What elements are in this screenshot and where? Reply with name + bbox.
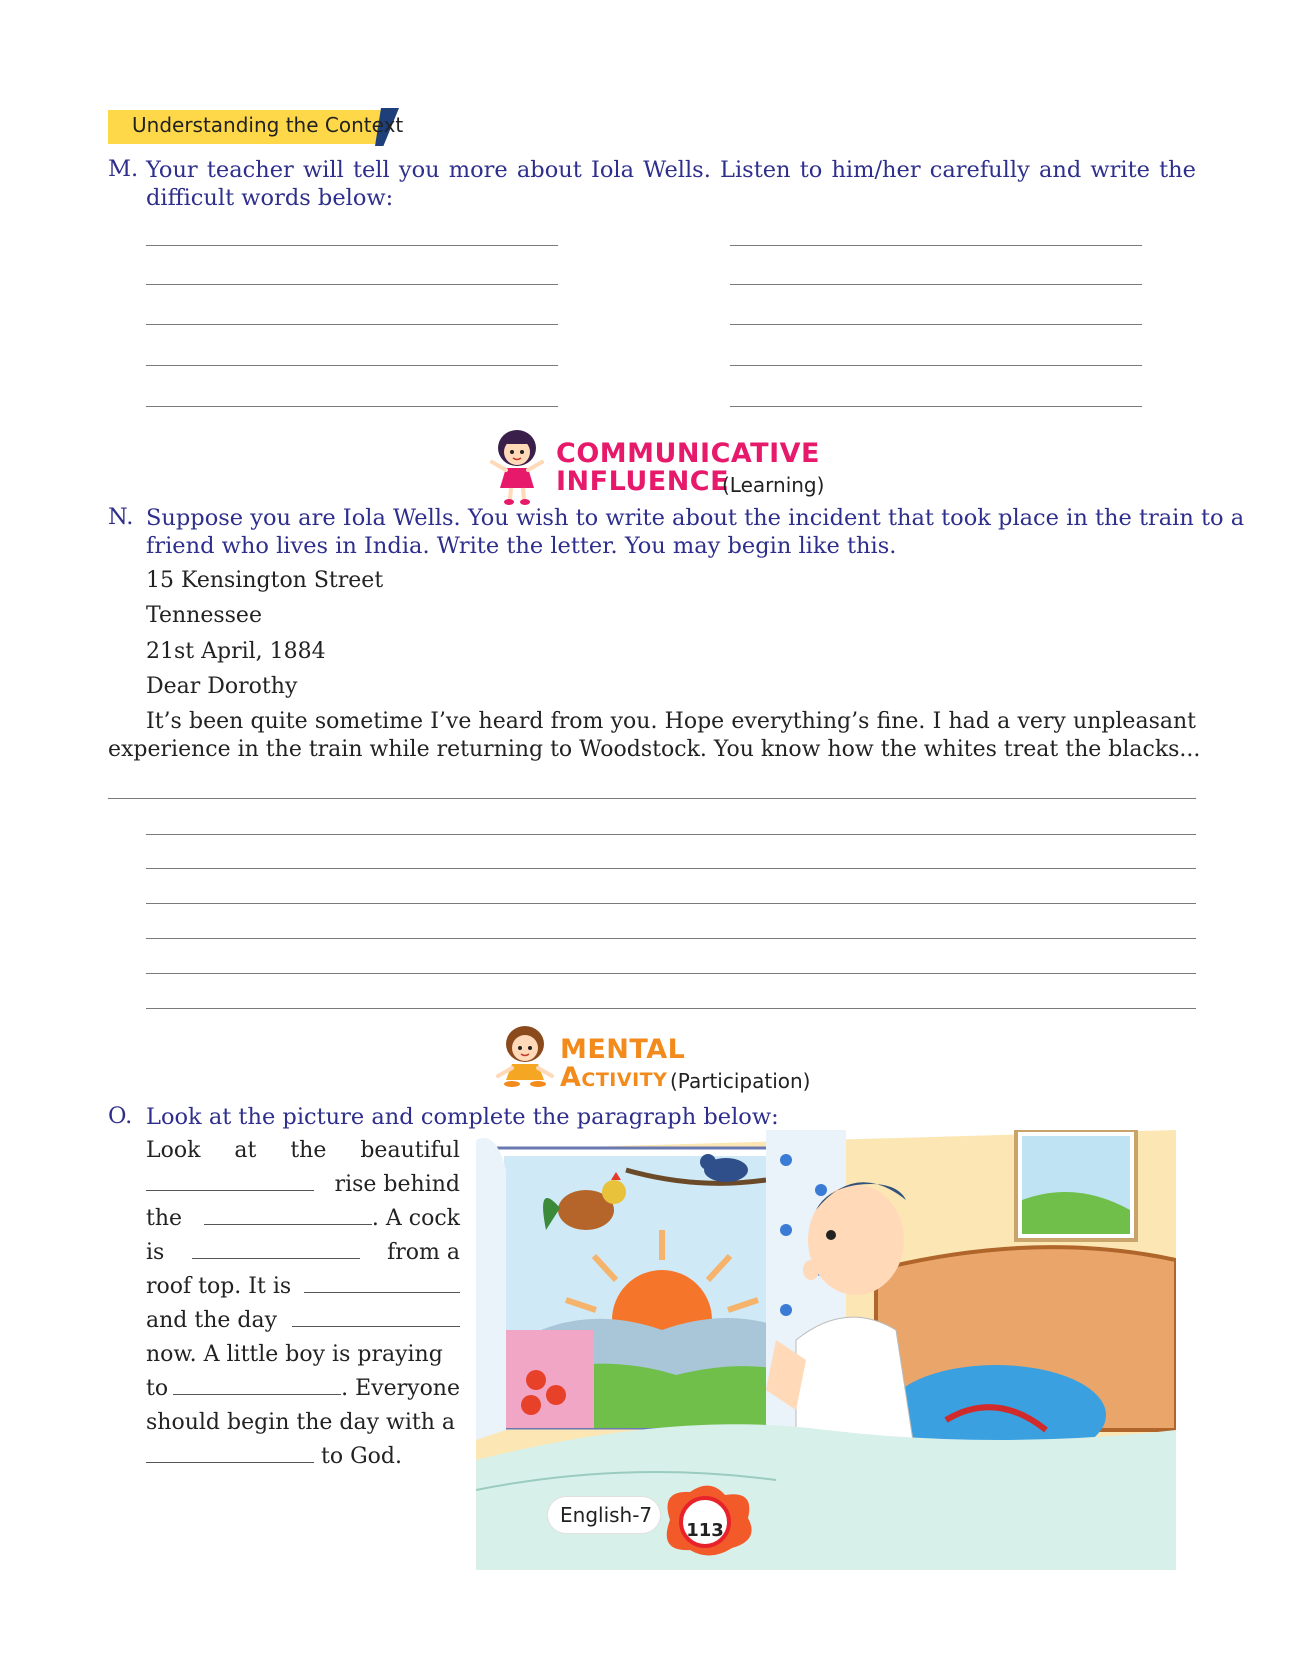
girl-mascot-icon xyxy=(494,1024,556,1092)
heading-communicative: COMMUNICATIVE xyxy=(556,438,820,469)
section-tag: Understanding the Context xyxy=(132,113,404,137)
question-n-letter: N. xyxy=(108,504,134,530)
question-m-line1: Your teacher will tell you more about Iola Wells. Listen to him/her carefully and write the xyxy=(146,157,1196,183)
para-word: Look xyxy=(146,1138,201,1163)
blank-field[interactable] xyxy=(146,1168,314,1191)
footer-book-title: English-7 xyxy=(560,1503,653,1527)
answer-line[interactable] xyxy=(146,245,558,246)
heading-activity: Activity xyxy=(560,1062,668,1093)
answer-line[interactable] xyxy=(146,284,558,285)
para-text: . A cock xyxy=(371,1206,460,1231)
answer-line[interactable] xyxy=(730,406,1142,407)
question-o-text: Look at the picture and complete the paragraph below: xyxy=(146,1104,779,1130)
blank-field[interactable] xyxy=(304,1270,460,1293)
answer-line[interactable] xyxy=(730,324,1142,325)
answer-line[interactable] xyxy=(146,868,1196,869)
page-number: 113 xyxy=(686,1520,724,1541)
answer-line[interactable] xyxy=(146,973,1196,974)
letter-date: 21st April, 1884 xyxy=(146,639,326,664)
heading-influence: INFLUENCE xyxy=(556,466,730,497)
para-text: is xyxy=(146,1240,165,1265)
letter-address-line2: Tennessee xyxy=(146,603,262,628)
question-n-line2: friend who lives in India. Write the letter. You may begin like this. xyxy=(146,533,897,559)
question-o-letter: O. xyxy=(108,1103,133,1129)
answer-line[interactable] xyxy=(730,284,1142,285)
blank-field[interactable] xyxy=(292,1304,460,1327)
answer-line[interactable] xyxy=(730,245,1142,246)
para-text: and the day xyxy=(146,1308,278,1333)
heading-communicative-sub: (Learning) xyxy=(722,473,825,497)
answer-line[interactable] xyxy=(146,365,558,366)
answer-line[interactable] xyxy=(146,938,1196,939)
para-word: at xyxy=(234,1138,257,1163)
question-n-line1: Suppose you are Iola Wells. You wish to write about the incident that took place in the train to a xyxy=(146,505,1245,531)
para-text: roof top. It is xyxy=(146,1274,292,1299)
letter-address-line1: 15 Kensington Street xyxy=(146,568,384,593)
answer-line[interactable] xyxy=(146,406,558,407)
blank-field[interactable] xyxy=(173,1372,341,1395)
para-text: from a xyxy=(387,1240,460,1265)
letter-body-line1: It’s been quite sometime I’ve heard from you. Hope everything’s fine. I had a very unpleasant xyxy=(146,709,1196,734)
blank-field[interactable] xyxy=(192,1236,360,1259)
answer-line[interactable] xyxy=(108,798,1196,799)
para-text: to God. xyxy=(321,1444,402,1469)
letter-salutation: Dear Dorothy xyxy=(146,674,298,699)
para-word: the xyxy=(290,1138,327,1163)
para-word: beautiful xyxy=(360,1138,460,1163)
answer-line[interactable] xyxy=(730,365,1142,366)
para-text: . Everyone xyxy=(341,1376,460,1401)
answer-line[interactable] xyxy=(146,324,558,325)
para-text: the xyxy=(146,1206,183,1231)
heading-mental: MENTAL xyxy=(560,1034,686,1065)
answer-line[interactable] xyxy=(146,1008,1196,1009)
heading-mental-sub: (Participation) xyxy=(670,1069,811,1093)
answer-line[interactable] xyxy=(146,903,1196,904)
para-text: rise behind xyxy=(334,1172,460,1197)
question-m-line2: difficult words below: xyxy=(146,185,394,211)
fill-paragraph xyxy=(146,1134,460,1474)
para-text: should begin the day with a xyxy=(146,1410,455,1435)
blank-field[interactable] xyxy=(204,1202,372,1225)
question-m-letter: M. xyxy=(108,156,139,182)
blank-field[interactable] xyxy=(146,1440,314,1463)
letter-body-line2: experience in the train while returning to Woodstock. You know how the whites treat the blacks... xyxy=(108,737,1201,762)
para-text: now. A little boy is praying xyxy=(146,1342,443,1367)
girl-mascot-icon xyxy=(486,428,548,506)
para-text: to xyxy=(146,1376,169,1401)
answer-line[interactable] xyxy=(146,834,1196,835)
